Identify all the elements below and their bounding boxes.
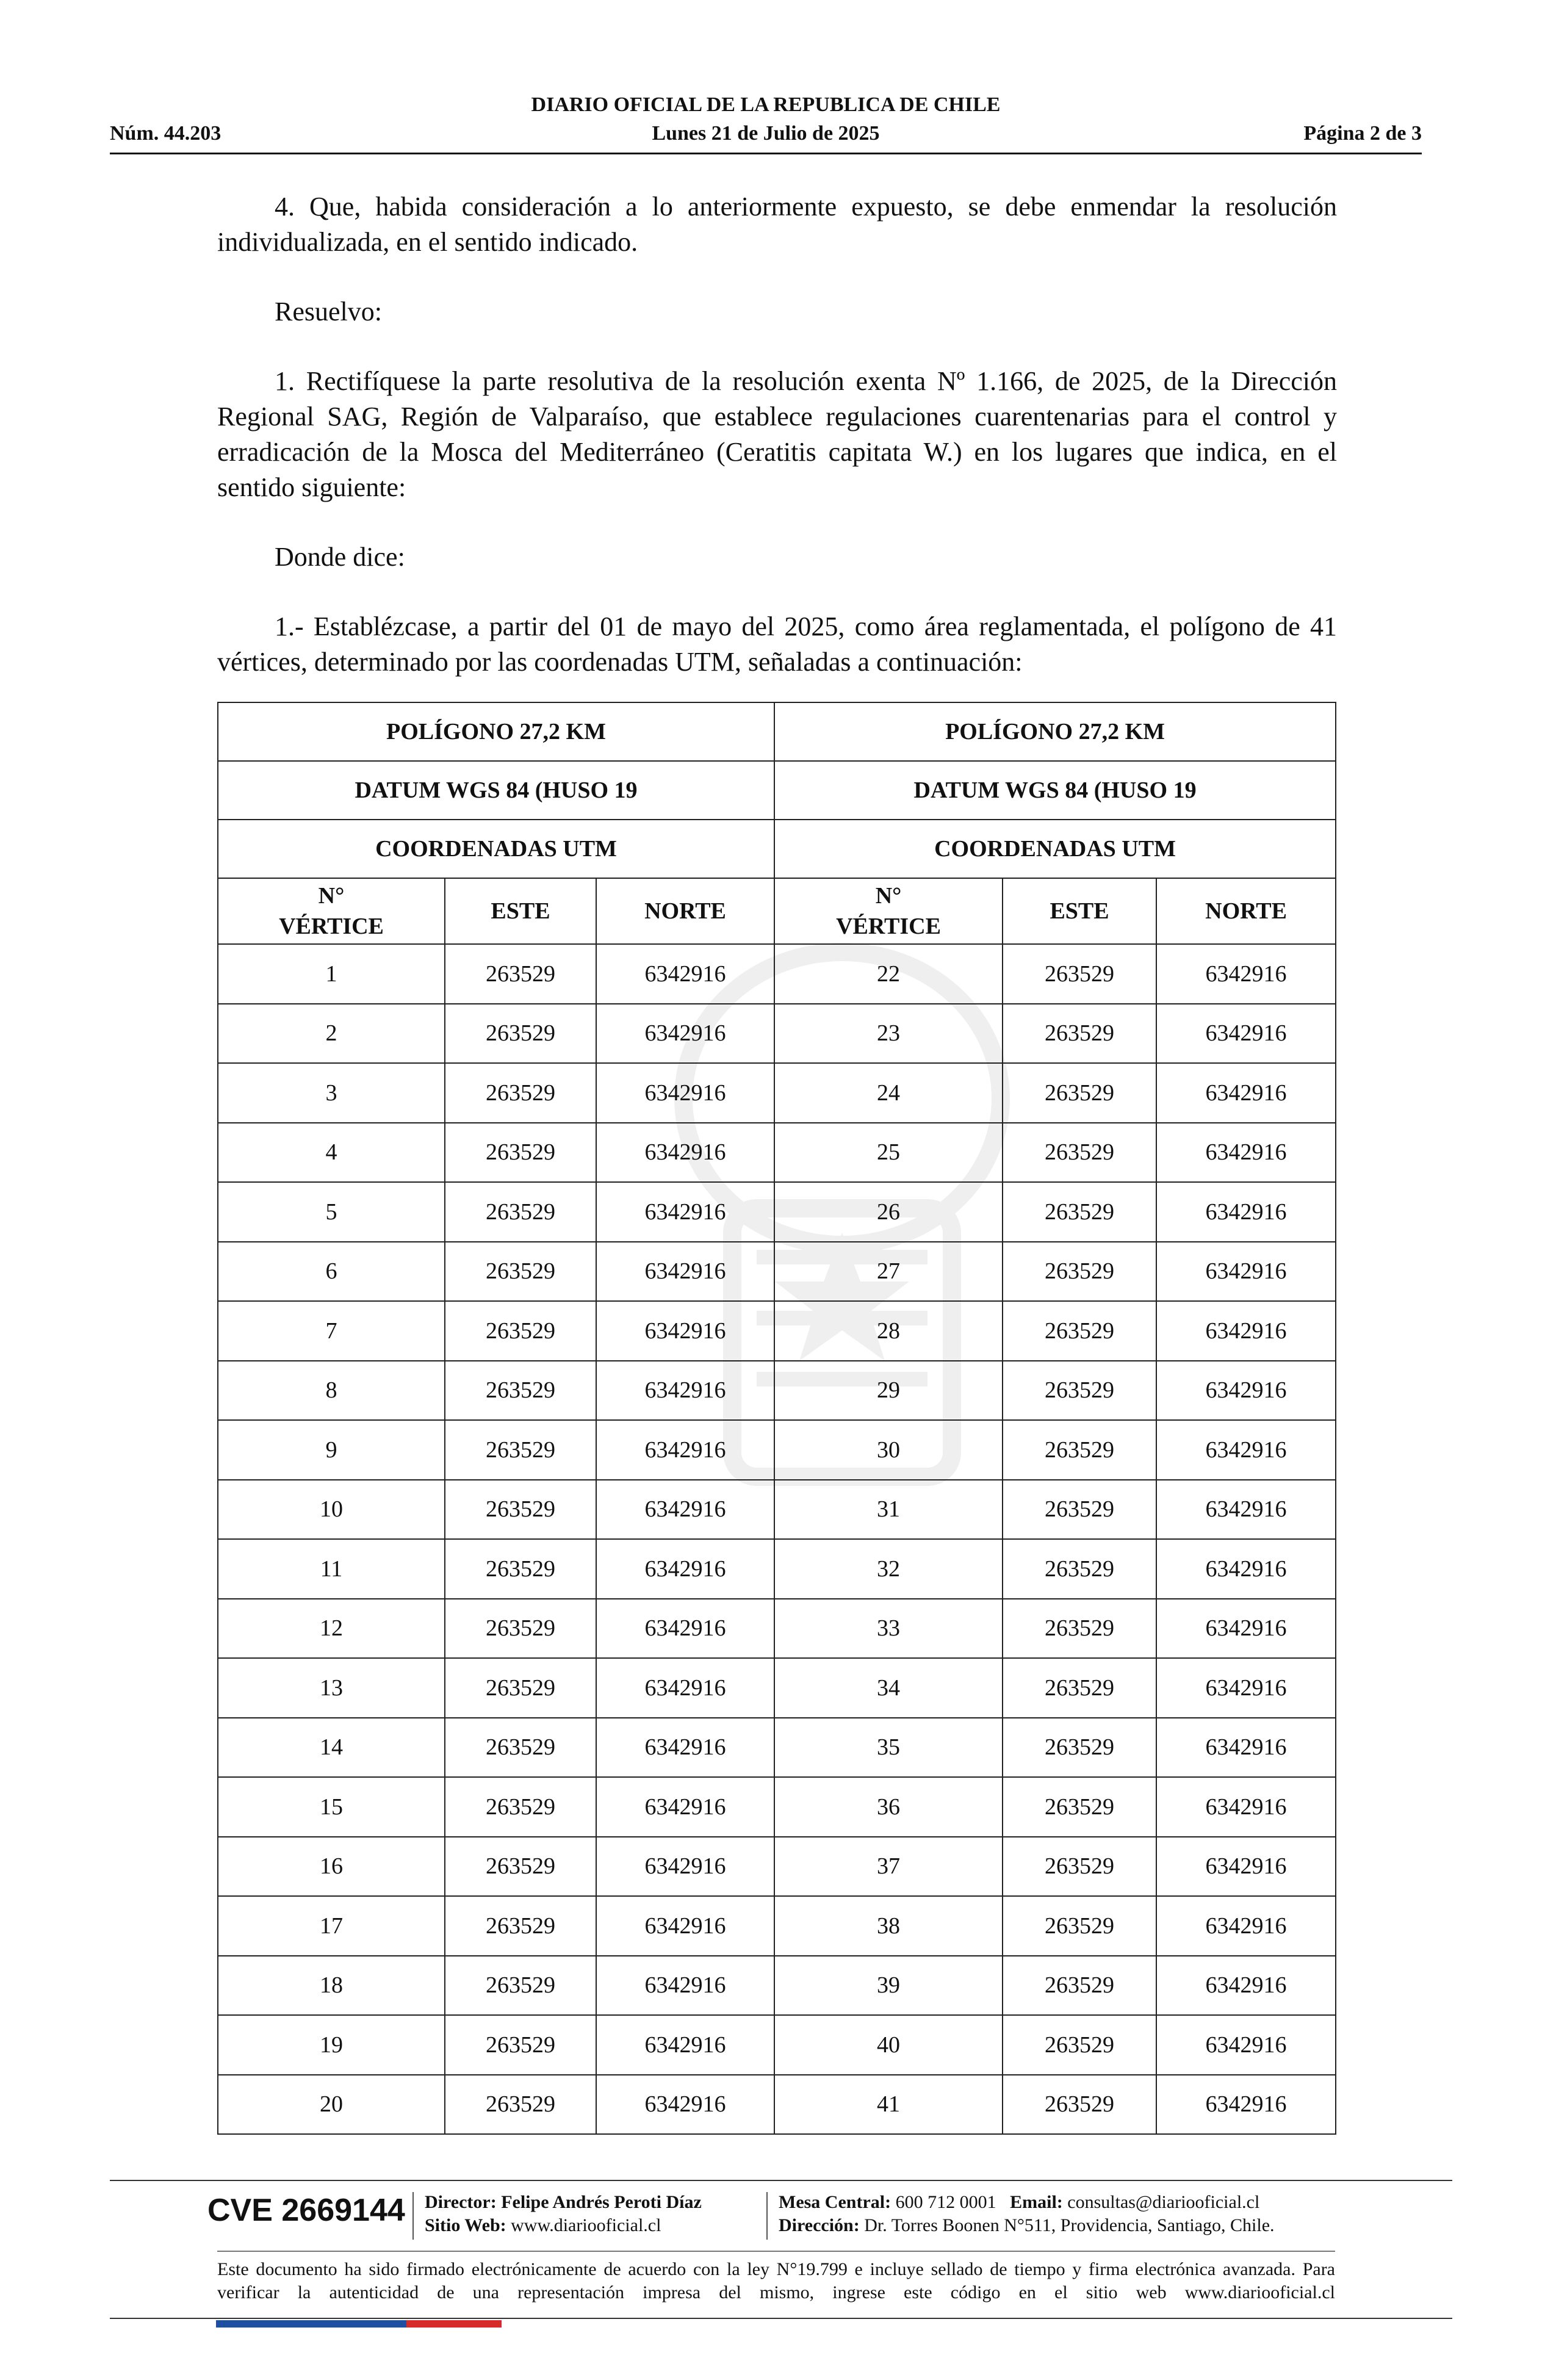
- table-row: [218, 1896, 1336, 1956]
- left-este-cell: 263529: [445, 2075, 596, 2135]
- left-vertex-cell: 11: [218, 1539, 445, 1599]
- right-vertex-cell: 36: [774, 1777, 1003, 1837]
- footer-contact-block: [779, 2191, 1275, 2237]
- header-row: [110, 120, 1422, 148]
- flag-stripe: [406, 2320, 502, 2328]
- right-vertex-cell: 41: [774, 2075, 1003, 2135]
- right-norte-cell: 6342916: [1156, 2015, 1336, 2075]
- left-norte-cell: 6342916: [596, 1837, 774, 1897]
- left-col-vertex-line2: VÉRTICE: [279, 914, 384, 939]
- table-row: [218, 1301, 1336, 1361]
- left-vertex-cell: 19: [218, 2015, 445, 2075]
- left-este-cell: 263529: [445, 1539, 596, 1599]
- left-col-vertex-line1: N°: [318, 883, 345, 909]
- right-este-cell: 263529: [1003, 1777, 1156, 1837]
- email-label: Email:: [1010, 2192, 1063, 2212]
- left-col-norte: NORTE: [596, 878, 774, 944]
- right-este-cell: 263529: [1003, 2075, 1156, 2135]
- right-norte-cell: 6342916: [1156, 1896, 1336, 1956]
- left-norte-cell: 6342916: [596, 2015, 774, 2075]
- left-vertex-cell: 2: [218, 1004, 445, 1064]
- footer-bottom-divider: [110, 2318, 1452, 2319]
- director-label: Director:: [425, 2192, 497, 2212]
- right-norte-cell: 6342916: [1156, 1480, 1336, 1540]
- left-este-cell: 263529: [445, 1718, 596, 1778]
- right-este-cell: 263529: [1003, 1599, 1156, 1659]
- left-este-cell: 263529: [445, 1361, 596, 1421]
- table-row: [218, 1539, 1336, 1599]
- chile-flag-bar: [216, 2320, 502, 2328]
- footer-separator-2: [766, 2192, 768, 2240]
- web-label: Sitio Web:: [425, 2215, 506, 2235]
- left-este-cell: 263529: [445, 1777, 596, 1837]
- direccion-label: Dirección:: [779, 2215, 860, 2235]
- left-vertex-cell: 18: [218, 1956, 445, 2016]
- table-header-row-polygon: [218, 702, 1336, 761]
- right-norte-cell: 6342916: [1156, 1956, 1336, 2016]
- left-vertex-cell: 20: [218, 2075, 445, 2135]
- right-norte-cell: 6342916: [1156, 1004, 1336, 1064]
- table-row: [218, 1182, 1336, 1242]
- table-row: [218, 1718, 1336, 1778]
- right-este-cell: 263529: [1003, 1242, 1156, 1302]
- right-norte-cell: 6342916: [1156, 1123, 1336, 1183]
- left-vertex-cell: 7: [218, 1301, 445, 1361]
- right-vertex-cell: 30: [774, 1420, 1003, 1480]
- right-este-cell: 263529: [1003, 1718, 1156, 1778]
- left-norte-cell: 6342916: [596, 1182, 774, 1242]
- table-row: [218, 1063, 1336, 1123]
- right-norte-cell: 6342916: [1156, 1539, 1336, 1599]
- left-este-cell: 263529: [445, 1658, 596, 1718]
- right-col-vertex-line2: VÉRTICE: [836, 914, 941, 939]
- footer-director-block: [425, 2191, 702, 2237]
- header-divider: [110, 153, 1422, 154]
- right-vertex-cell: 25: [774, 1123, 1003, 1183]
- left-norte-cell: 6342916: [596, 2075, 774, 2135]
- right-col-vertex: [774, 878, 1003, 944]
- right-norte-cell: 6342916: [1156, 1718, 1336, 1778]
- issue-number: Núm. 44.203: [110, 122, 222, 145]
- left-vertex-cell: 1: [218, 944, 445, 1004]
- left-col-vertex: [218, 878, 445, 944]
- right-este-cell: 263529: [1003, 1837, 1156, 1897]
- table-row: [218, 1599, 1336, 1659]
- paragraph-establish-area: 1.- Establézcase, a partir del 01 de mayo del 2025, como área reglamentada, el polígono de 41 vértices, determinado por las coordenadas UTM, señaladas a continuación:: [217, 611, 1337, 677]
- left-vertex-cell: 14: [218, 1718, 445, 1778]
- left-norte-cell: 6342916: [596, 1658, 774, 1718]
- left-col-este: ESTE: [445, 878, 596, 944]
- footer-separator-1: [412, 2192, 414, 2240]
- left-vertex-cell: 17: [218, 1896, 445, 1956]
- left-vertex-cell: 15: [218, 1777, 445, 1837]
- table-row: [218, 2015, 1336, 2075]
- left-polygon-header: POLÍGONO 27,2 KM: [218, 702, 774, 761]
- right-vertex-cell: 32: [774, 1539, 1003, 1599]
- right-vertex-cell: 38: [774, 1896, 1003, 1956]
- right-col-norte: NORTE: [1156, 878, 1336, 944]
- left-norte-cell: 6342916: [596, 1123, 774, 1183]
- right-este-cell: 263529: [1003, 1420, 1156, 1480]
- table-row: [218, 1123, 1336, 1183]
- right-vertex-cell: 26: [774, 1182, 1003, 1242]
- left-este-cell: 263529: [445, 1599, 596, 1659]
- right-vertex-cell: 34: [774, 1658, 1003, 1718]
- coordinates-table-wrapper: [217, 702, 1335, 2135]
- coordinates-table-body: [218, 944, 1336, 2134]
- right-este-cell: 263529: [1003, 1896, 1156, 1956]
- table-row: [218, 1361, 1336, 1421]
- right-este-cell: 263529: [1003, 1301, 1156, 1361]
- right-vertex-cell: 24: [774, 1063, 1003, 1123]
- signature-note: Este documento ha sido firmado electrónicamente de acuerdo con la ley N°19.799 e incluye sellado de tiempo y firma electrónica avanzada. Para verificar la autenticidad de una representación impresa del mismo, ingrese este código en el sitio web www.diariooficial.cl: [217, 2259, 1335, 2302]
- right-este-cell: 263529: [1003, 1182, 1156, 1242]
- left-este-cell: 263529: [445, 2015, 596, 2075]
- left-norte-cell: 6342916: [596, 1301, 774, 1361]
- right-vertex-cell: 27: [774, 1242, 1003, 1302]
- left-este-cell: 263529: [445, 1480, 596, 1540]
- right-norte-cell: 6342916: [1156, 944, 1336, 1004]
- web-link[interactable]: www.diariooficial.cl: [511, 2215, 661, 2235]
- left-este-cell: 263529: [445, 1063, 596, 1123]
- right-norte-cell: 6342916: [1156, 1420, 1336, 1480]
- left-este-cell: 263529: [445, 1004, 596, 1064]
- left-norte-cell: 6342916: [596, 1242, 774, 1302]
- coordinates-table: [217, 702, 1336, 2135]
- left-este-cell: 263529: [445, 1896, 596, 1956]
- right-col-este: ESTE: [1003, 878, 1156, 944]
- left-vertex-cell: 3: [218, 1063, 445, 1123]
- document-body: [217, 189, 1337, 680]
- right-vertex-cell: 28: [774, 1301, 1003, 1361]
- paragraph-resuelvo: Resuelvo:: [275, 297, 382, 326]
- footer-top-divider: [110, 2180, 1452, 2181]
- left-norte-cell: 6342916: [596, 1896, 774, 1956]
- left-vertex-cell: 16: [218, 1837, 445, 1897]
- newspaper-title: DIARIO OFICIAL DE LA REPUBLICA DE CHILE: [531, 93, 1001, 116]
- right-norte-cell: 6342916: [1156, 1837, 1336, 1897]
- left-vertex-cell: 8: [218, 1361, 445, 1421]
- left-vertex-cell: 10: [218, 1480, 445, 1540]
- right-vertex-cell: 33: [774, 1599, 1003, 1659]
- mesa-value: 600 712 0001: [895, 2192, 996, 2212]
- left-norte-cell: 6342916: [596, 1956, 774, 2016]
- right-norte-cell: 6342916: [1156, 1361, 1336, 1421]
- table-row: [218, 1777, 1336, 1837]
- email-link[interactable]: consultas@diariooficial.cl: [1067, 2192, 1260, 2212]
- right-vertex-cell: 37: [774, 1837, 1003, 1897]
- issue-date: Lunes 21 de Julio de 2025: [652, 122, 880, 145]
- right-norte-cell: 6342916: [1156, 1182, 1336, 1242]
- flag-stripe: [311, 2320, 406, 2328]
- right-este-cell: 263529: [1003, 944, 1156, 1004]
- right-coordinates-header: COORDENADAS UTM: [774, 820, 1336, 878]
- page-number: Página 2 de 3: [1303, 122, 1422, 145]
- right-este-cell: 263529: [1003, 1004, 1156, 1064]
- left-vertex-cell: 6: [218, 1242, 445, 1302]
- mesa-label: Mesa Central:: [779, 2192, 891, 2212]
- left-este-cell: 263529: [445, 1182, 596, 1242]
- right-norte-cell: 6342916: [1156, 1777, 1336, 1837]
- cve-code: CVE 2669144: [207, 2193, 405, 2228]
- left-norte-cell: 6342916: [596, 944, 774, 1004]
- right-vertex-cell: 35: [774, 1718, 1003, 1778]
- right-norte-cell: 6342916: [1156, 1301, 1336, 1361]
- right-vertex-cell: 31: [774, 1480, 1003, 1540]
- table-row: [218, 2075, 1336, 2135]
- left-vertex-cell: 9: [218, 1420, 445, 1480]
- right-vertex-cell: 29: [774, 1361, 1003, 1421]
- left-datum-header: DATUM WGS 84 (HUSO 19: [218, 761, 774, 820]
- table-row: [218, 1004, 1336, 1064]
- right-vertex-cell: 40: [774, 2015, 1003, 2075]
- left-este-cell: 263529: [445, 1420, 596, 1480]
- left-norte-cell: 6342916: [596, 1480, 774, 1540]
- table-row: [218, 1956, 1336, 2016]
- left-norte-cell: 6342916: [596, 1420, 774, 1480]
- table-header-row-coordinates: [218, 820, 1336, 878]
- left-este-cell: 263529: [445, 1242, 596, 1302]
- right-este-cell: 263529: [1003, 2015, 1156, 2075]
- left-norte-cell: 6342916: [596, 1063, 774, 1123]
- left-norte-cell: 6342916: [596, 1004, 774, 1064]
- table-row: [218, 1658, 1336, 1718]
- left-norte-cell: 6342916: [596, 1539, 774, 1599]
- direccion-value: Dr. Torres Boonen N°511, Providencia, Santiago, Chile.: [864, 2215, 1275, 2235]
- left-norte-cell: 6342916: [596, 1361, 774, 1421]
- left-vertex-cell: 12: [218, 1599, 445, 1659]
- left-coordinates-header: COORDENADAS UTM: [218, 820, 774, 878]
- right-este-cell: 263529: [1003, 1123, 1156, 1183]
- table-row: [218, 1242, 1336, 1302]
- right-este-cell: 263529: [1003, 1480, 1156, 1540]
- right-norte-cell: 6342916: [1156, 2075, 1336, 2135]
- left-este-cell: 263529: [445, 1301, 596, 1361]
- flag-stripe: [216, 2320, 311, 2328]
- right-vertex-cell: 39: [774, 1956, 1003, 2016]
- paragraph-consideration-4: 4. Que, habida consideración a lo anteriormente expuesto, se debe enmendar la resolución individualizada, en el sentido indicado.: [217, 192, 1337, 257]
- left-norte-cell: 6342916: [596, 1777, 774, 1837]
- right-este-cell: 263529: [1003, 1063, 1156, 1123]
- paragraph-rectification: 1. Rectifíquese la parte resolutiva de la resolución exenta Nº 1.166, de 2025, de la Dirección Regional SAG, Región de Valparaíso, que establece regulaciones cuarentenarias para el control y erradicación de la Mosca del Mediterráneo (Ceratitis capitata W.) en los lugares que indica, en el sentido siguiente:: [217, 366, 1337, 502]
- right-norte-cell: 6342916: [1156, 1599, 1336, 1659]
- left-vertex-cell: 4: [218, 1123, 445, 1183]
- left-este-cell: 263529: [445, 1837, 596, 1897]
- right-este-cell: 263529: [1003, 1539, 1156, 1599]
- table-column-headers: [218, 878, 1336, 944]
- footer-middle-divider: [217, 2251, 1335, 2252]
- right-col-vertex-line1: N°: [875, 883, 902, 909]
- right-norte-cell: 6342916: [1156, 1242, 1336, 1302]
- right-este-cell: 263529: [1003, 1658, 1156, 1718]
- right-este-cell: 263529: [1003, 1956, 1156, 2016]
- table-row: [218, 1420, 1336, 1480]
- left-vertex-cell: 13: [218, 1658, 445, 1718]
- left-norte-cell: 6342916: [596, 1599, 774, 1659]
- left-vertex-cell: 5: [218, 1182, 445, 1242]
- right-vertex-cell: 22: [774, 944, 1003, 1004]
- right-este-cell: 263529: [1003, 1361, 1156, 1421]
- right-datum-header: DATUM WGS 84 (HUSO 19: [774, 761, 1336, 820]
- right-norte-cell: 6342916: [1156, 1658, 1336, 1718]
- table-row: [218, 1480, 1336, 1540]
- paragraph-donde-dice: Donde dice:: [275, 542, 405, 572]
- table-row: [218, 1837, 1336, 1897]
- right-vertex-cell: 23: [774, 1004, 1003, 1064]
- left-este-cell: 263529: [445, 1956, 596, 2016]
- right-polygon-header: POLÍGONO 27,2 KM: [774, 702, 1336, 761]
- left-norte-cell: 6342916: [596, 1718, 774, 1778]
- left-este-cell: 263529: [445, 1123, 596, 1183]
- table-row: [218, 944, 1336, 1004]
- director-name: Felipe Andrés Peroti Díaz: [501, 2192, 702, 2212]
- right-norte-cell: 6342916: [1156, 1063, 1336, 1123]
- left-este-cell: 263529: [445, 944, 596, 1004]
- table-header-row-datum: [218, 761, 1336, 820]
